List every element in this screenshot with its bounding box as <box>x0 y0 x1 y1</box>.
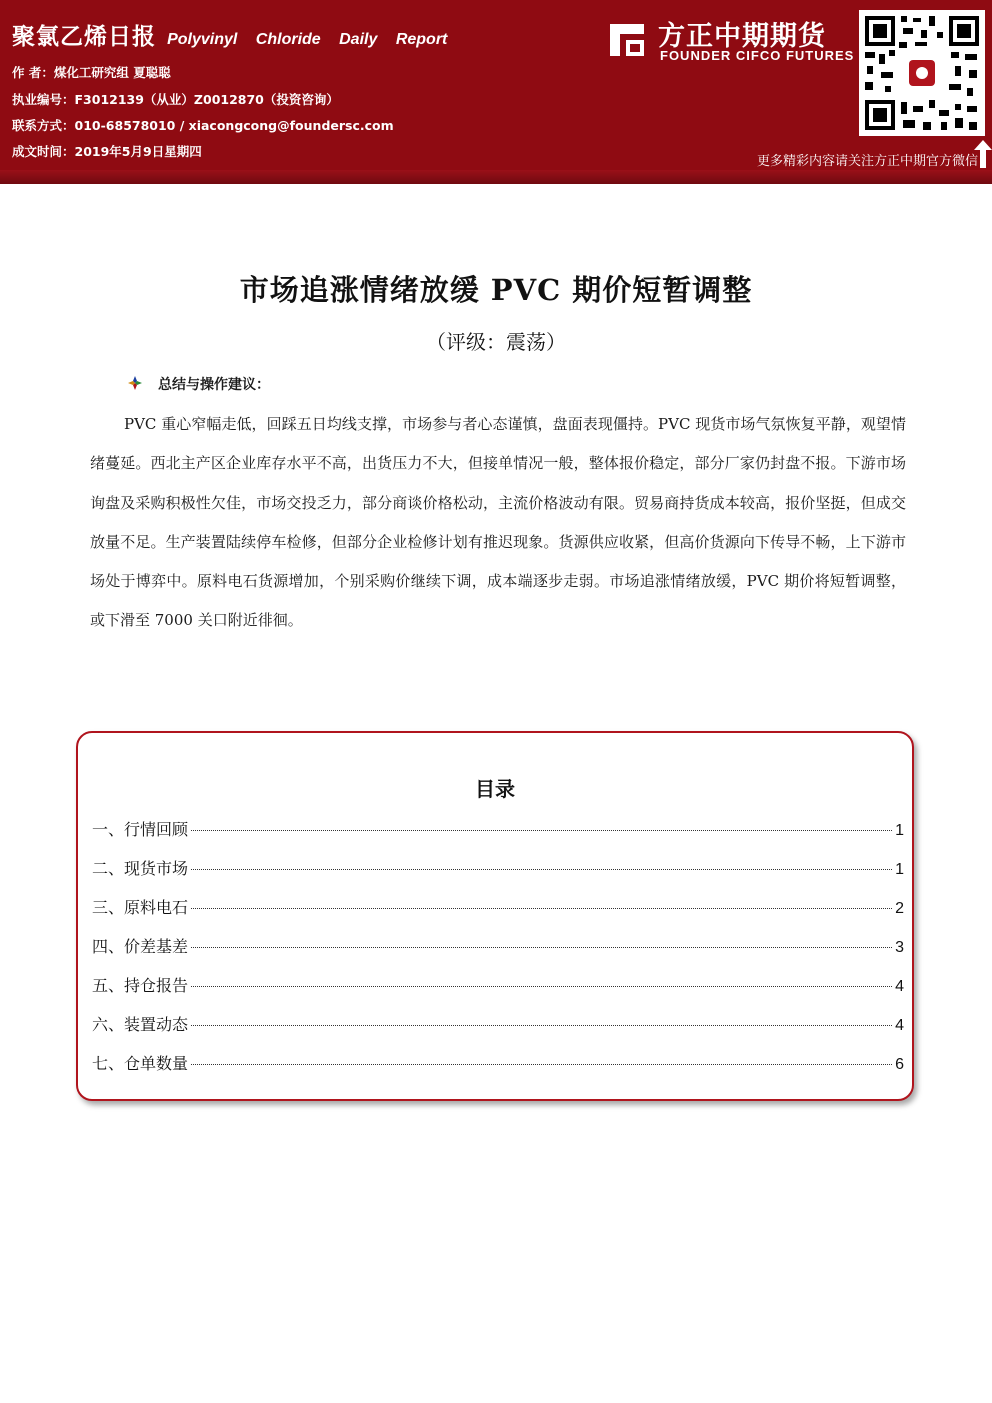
founder-logo-icon <box>604 16 650 62</box>
toc-item-market-review[interactable] <box>92 817 904 856</box>
toc-leader-dots <box>191 1064 892 1065</box>
meta-license-key: 执业编号： <box>12 92 75 107</box>
toc-item-label: 五、持仓报告 <box>92 976 189 995</box>
toc-leader-dots <box>191 869 892 870</box>
meta-contact-key: 联系方式： <box>12 118 75 133</box>
toc-item-label: 二、现货市场 <box>92 859 189 878</box>
toc-item-page: 6 <box>895 1056 904 1073</box>
toc-item-label: 三、原料电石 <box>92 898 189 917</box>
toc-item-plant-status[interactable] <box>92 1012 904 1051</box>
toc-item-position-report[interactable] <box>92 973 904 1012</box>
toc-item-calcium-carbide[interactable] <box>92 895 904 934</box>
logo-text-cn: 方正中期期货 <box>658 21 826 52</box>
table-of-contents <box>76 731 914 1101</box>
toc-list <box>92 817 904 1090</box>
toc-item-spread-basis[interactable] <box>92 934 904 973</box>
report-title-en: Polyvinyl Chloride Daily Report <box>167 31 448 48</box>
meta-author-value: 煤化工研究组 夏聪聪 <box>53 65 171 80</box>
meta-date-value: 2019年5月9日星期四 <box>74 144 202 159</box>
toc-item-label: 一、行情回顾 <box>92 820 189 839</box>
meta-contact-value[interactable]: 010-68578010 / xiacongcong@foundersc.com <box>74 118 394 133</box>
toc-title: 目录 <box>475 777 515 801</box>
wechat-follow-note: 更多精彩内容请关注方正中期官方微信 <box>756 154 978 169</box>
toc-item-label: 六、装置动态 <box>92 1015 189 1034</box>
toc-leader-dots <box>191 947 892 948</box>
summary-heading-label: 总结与操作建议： <box>158 377 270 393</box>
wechat-qr-code[interactable] <box>859 10 985 136</box>
toc-item-page: 4 <box>895 1017 904 1034</box>
meta-contact <box>12 116 394 134</box>
toc-item-page: 3 <box>895 939 904 956</box>
toc-item-page: 2 <box>895 900 904 917</box>
diamond-bullet-icon <box>126 374 144 392</box>
meta-author <box>12 63 171 81</box>
report-title-cn: 聚氯乙烯日报 <box>12 24 156 50</box>
company-logo <box>604 14 854 70</box>
toc-item-label: 四、价差基差 <box>92 937 189 956</box>
toc-item-page: 1 <box>895 822 904 839</box>
up-arrow-icon <box>974 140 992 168</box>
toc-item-page: 4 <box>895 978 904 995</box>
toc-leader-dots <box>191 1025 892 1026</box>
toc-item-page: 1 <box>895 861 904 878</box>
rating-label: （评级：震荡） <box>426 330 566 354</box>
document-title: 市场追涨情绪放缓 PVC 期价短暂调整 <box>239 273 753 307</box>
toc-item-spot-market[interactable] <box>92 856 904 895</box>
toc-item-label: 七、仓单数量 <box>92 1054 189 1073</box>
meta-license <box>12 90 339 108</box>
summary-paragraph: PVC 重心窄幅走低，回踩五日均线支撑，市场参与者心态谨慎，盘面表现僵持。PVC 现货市场气氛恢复平静，观望情绪蔓延。西北主产区企业库存水平不高，出货压力不大，但接单情况一般，整体报价稳定，部分厂家仍封盘不报。下游市场询盘及采购积极性欠佳，市场交投乏力，部分商谈价格松动，主流价格波动有限。贸易商持货成本较高，报价坚挺，但成交放量不足。生产装置陆续停车检修，但部分企业检修计划有推迟现象。货源供应收紧，但高价货源向下传导不畅，上下游市场处于博弈中。原料电石货源增加，个别采购价继续下调，成本端逐步走弱。市场追涨情绪放缓，PVC 期价将短暂调整，或下滑至 7000 关口附近徘徊。 <box>90 415 906 630</box>
meta-author-key: 作 者： <box>12 65 54 80</box>
summary-heading <box>126 374 270 394</box>
toc-item-warehouse-receipts[interactable] <box>92 1051 904 1090</box>
header-divider <box>0 170 992 184</box>
logo-text-en: FOUNDER CIFCO FUTURES <box>660 48 855 63</box>
report-header <box>0 0 992 170</box>
meta-date-key: 成文时间： <box>12 144 75 159</box>
meta-date <box>12 142 202 160</box>
toc-leader-dots <box>191 830 892 831</box>
report-title <box>12 18 447 51</box>
toc-leader-dots <box>191 908 892 909</box>
toc-leader-dots <box>191 986 892 987</box>
meta-license-value: F3012139（从业）Z0012870（投资咨询） <box>74 92 339 107</box>
